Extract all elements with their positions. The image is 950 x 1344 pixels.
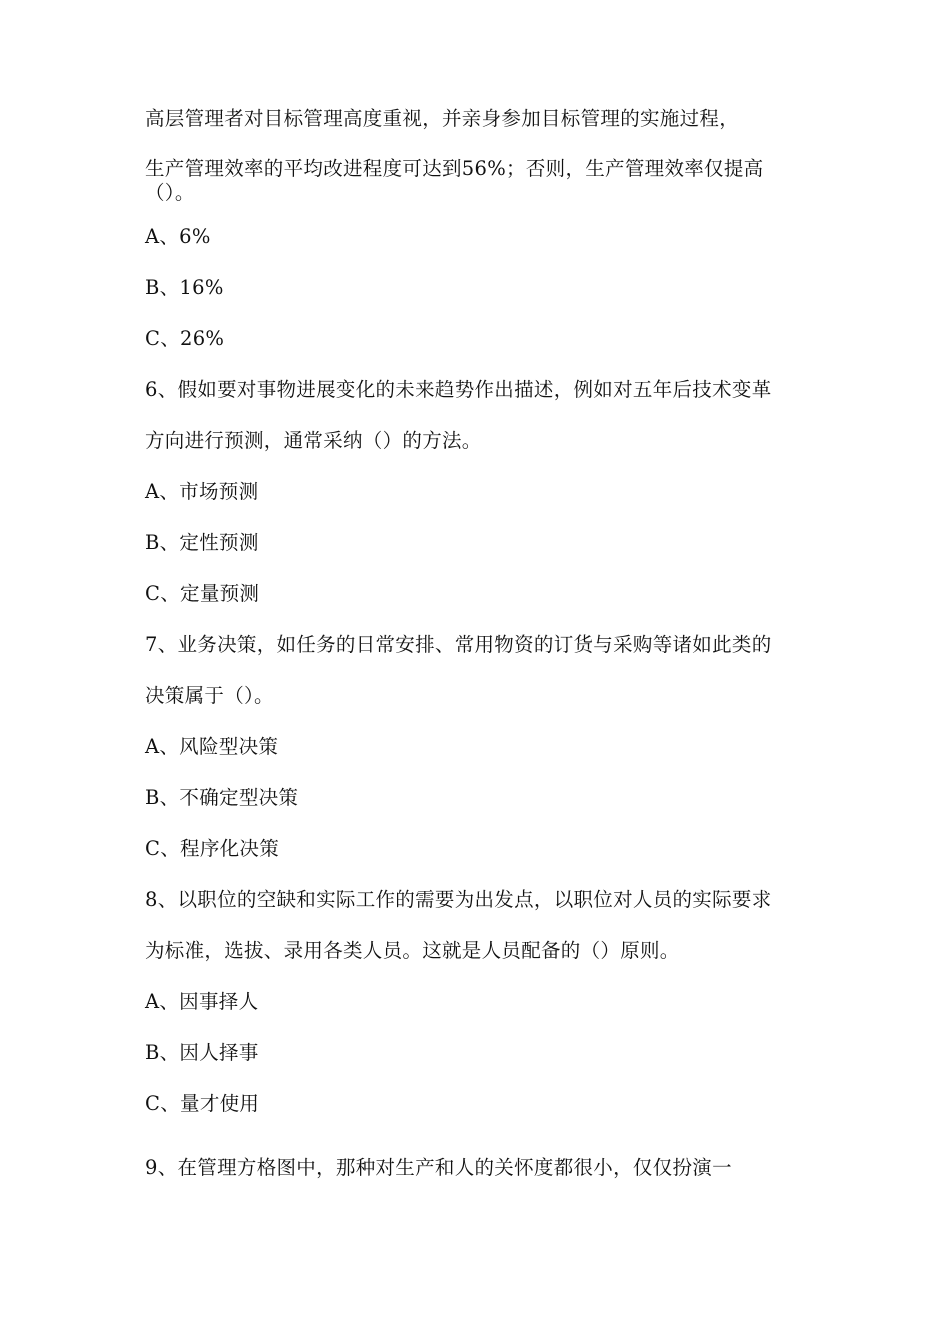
option-line: A、风险型决策 [145, 735, 279, 758]
text-line: 决策属于（）。 [145, 684, 274, 707]
text-line: 为标准，选拔、录用各类人员。这就是人员配备的（）原则。 [145, 939, 680, 962]
option-line: C、量才使用 [145, 1092, 260, 1115]
question-line: 8、以职位的空缺和实际工作的需要为出发点，以职位对人员的实际要求 [145, 888, 772, 911]
option-line: A、因事择人 [145, 990, 259, 1013]
option-line: B、16% [145, 276, 224, 299]
option-line: B、定性预测 [145, 531, 259, 554]
question-line: 6、假如要对事物进展变化的未来趋势作出描述，例如对五年后技术变革 [145, 378, 772, 401]
option-line: C、定量预测 [145, 582, 260, 605]
text-line: （）。 [145, 181, 195, 204]
option-line: B、不确定型决策 [145, 786, 299, 809]
text-line: 高层管理者对目标管理高度重视，并亲身参加目标管理的实施过程， [145, 107, 740, 130]
option-line: A、市场预测 [145, 480, 259, 503]
text-line: 生产管理效率的平均改进程度可达到56%；否则，生产管理效率仅提高 [145, 157, 764, 180]
text-line: 方向进行预测，通常采纳（）的方法。 [145, 429, 482, 452]
option-line: A、6% [145, 225, 211, 248]
question-line: 7、业务决策，如任务的日常安排、常用物资的订货与采购等诸如此类的 [145, 633, 772, 656]
option-line: C、程序化决策 [145, 837, 280, 860]
option-line: B、因人择事 [145, 1041, 259, 1064]
option-line: C、26% [145, 327, 225, 350]
question-line: 9、在管理方格图中，那种对生产和人的关怀度都很小，仅仅扮演一 [145, 1156, 732, 1179]
